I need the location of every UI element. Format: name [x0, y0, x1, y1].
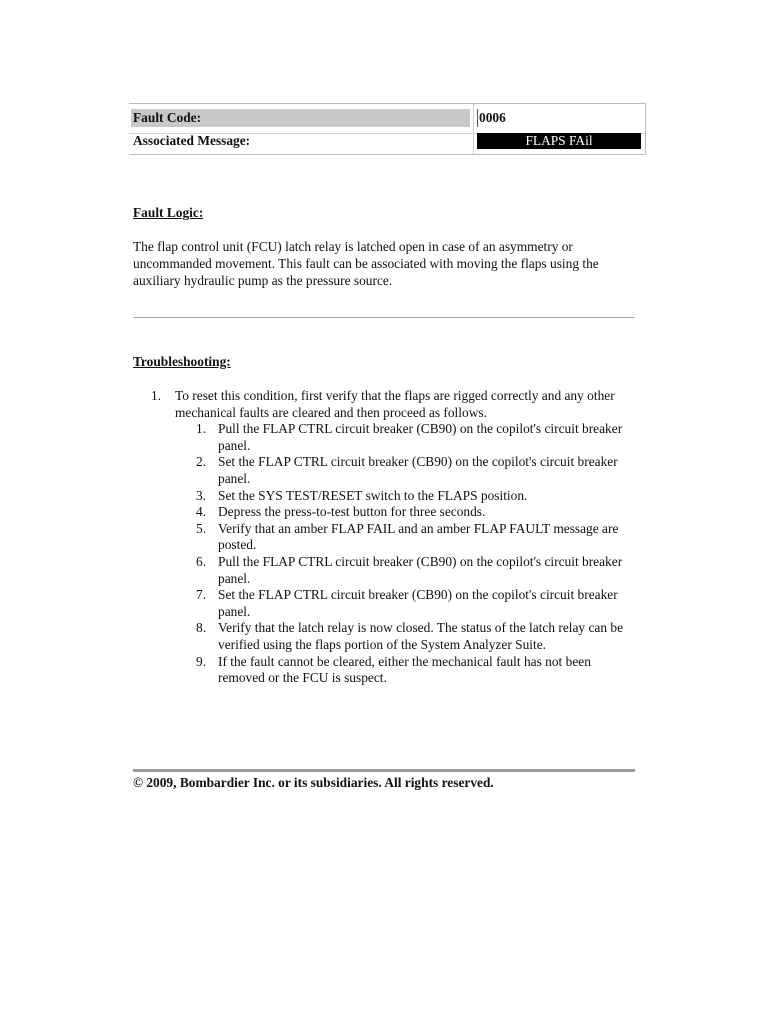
- list-item: [175, 654, 638, 687]
- substep-text: Set the SYS TEST/RESET switch to the FLAPS position.: [218, 487, 528, 503]
- substep-text: Set the FLAP CTRL circuit breaker (CB90) on the copilot's circuit breaker panel.: [218, 587, 618, 619]
- footer-divider: [133, 769, 635, 772]
- copyright-notice: © 2009, Bombardier Inc. or its subsidiaries. All rights reserved.: [133, 775, 494, 790]
- list-item: [133, 388, 638, 687]
- substep-number: 9.: [196, 653, 207, 669]
- fault-info-table: [129, 103, 646, 155]
- fault-code-row: [129, 108, 645, 132]
- step-number: 1.: [151, 388, 162, 403]
- list-item: [175, 421, 638, 454]
- list-item: [175, 488, 638, 505]
- substep-number: 8.: [196, 620, 207, 636]
- fault-code-value: 0006: [477, 109, 641, 127]
- substep-text: Pull the FLAP CTRL circuit breaker (CB90) on the copilot's circuit breaker panel.: [218, 553, 623, 586]
- troubleshooting-steps: [133, 388, 638, 687]
- substep-number: 6.: [196, 553, 207, 569]
- substep-text: Verify that an amber FLAP FAIL and an amber FLAP FAULT message are posted.: [218, 520, 619, 553]
- fault-code-label: Fault Code:: [131, 109, 470, 127]
- list-item: [175, 454, 638, 487]
- associated-message-label: Associated Message:: [133, 133, 251, 148]
- section-divider: [133, 317, 635, 318]
- list-item: [175, 504, 638, 521]
- substep-number: 3.: [196, 487, 207, 503]
- substep-number: 7.: [196, 587, 207, 603]
- substep-text: Depress the press-to-test button for three seconds.: [218, 504, 486, 520]
- substep-text: If the fault cannot be cleared, either the mechanical fault has not been removed or the FCU is suspect.: [218, 653, 591, 686]
- fault-logic-text: The flap control unit (FCU) latch relay is latched open in case of an asymmetry or uncommanded movement. This fault can be associated with moving the flaps using the auxiliary hydraulic pump as the pressure source.: [133, 239, 599, 288]
- substep-text: Pull the FLAP CTRL circuit breaker (CB90) on the copilot's circuit breaker panel.: [218, 421, 623, 453]
- substep-number: 5.: [196, 520, 207, 536]
- substep-text: Verify that the latch relay is now closed. The status of the latch relay can be verified using the flaps portion of the System Analyzer Suite.: [218, 620, 624, 652]
- associated-message-value: FLAPS FAil: [477, 133, 641, 149]
- substep-list: [175, 421, 638, 687]
- fault-logic-heading: Fault Logic:: [133, 205, 204, 220]
- associated-message-row: [129, 131, 645, 155]
- list-item: [175, 587, 638, 620]
- step-text: To reset this condition, first verify that the flaps are rigged correctly and any other mechanical faults are cleared and then proceed as follows.: [175, 388, 615, 420]
- troubleshooting-heading: Troubleshooting:: [133, 354, 231, 369]
- list-item: [175, 554, 638, 587]
- substep-number: 4.: [196, 504, 207, 520]
- substep-number: 1.: [196, 421, 207, 437]
- substep-number: 2.: [196, 454, 207, 470]
- list-item: [175, 620, 638, 653]
- list-item: [175, 521, 638, 554]
- substep-text: Set the FLAP CTRL circuit breaker (CB90) on the copilot's circuit breaker panel.: [218, 454, 618, 486]
